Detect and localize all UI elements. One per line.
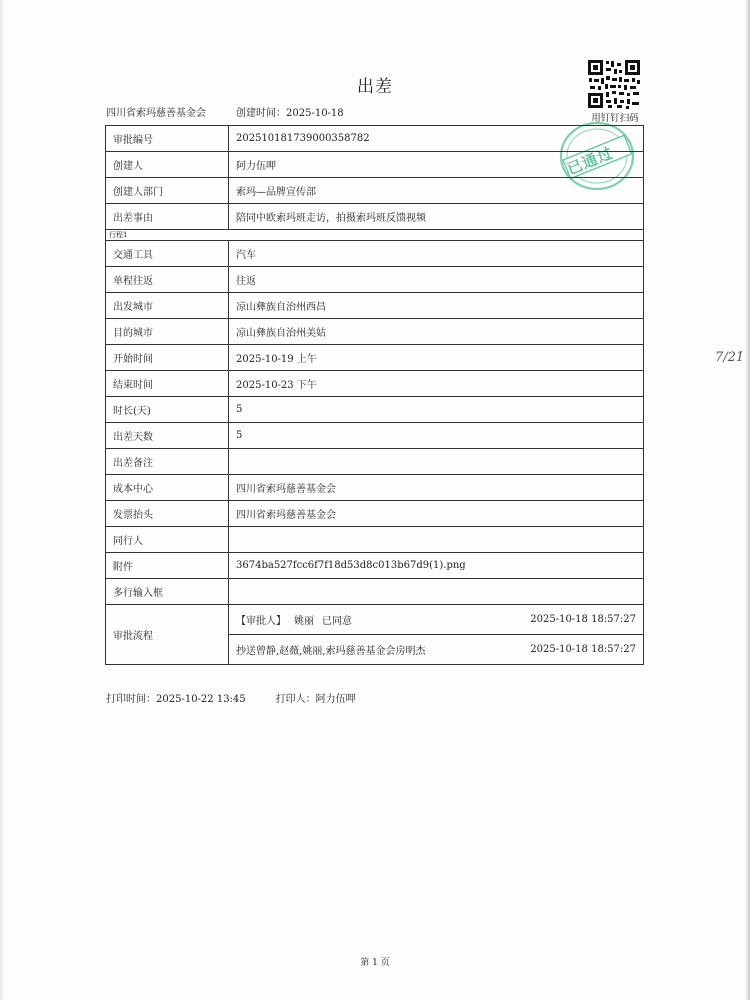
table-row [106,475,644,501]
approval-flow-cell [229,605,644,665]
printer-value: 阿力伍呷 [315,694,356,705]
table-row [106,371,644,397]
created-time [236,108,344,119]
row-label: 审批流程 [106,605,229,665]
table-row [106,241,644,267]
page-number: 第 1 页 [360,958,390,968]
row-label: 同行人 [106,527,229,553]
row-value: 5 [229,397,644,423]
table-row [106,152,644,178]
qr-label: 用钉钉扫码 [591,113,639,124]
print-time-label: 打印时间： [106,694,156,705]
row-label: 出差备注 [106,449,229,475]
row-value: 阿力伍呷 [229,152,644,178]
row-label: 审批编号 [106,126,229,152]
row-value: 四川省索玛慈善基金会 [229,475,644,501]
cc-entry [229,634,643,664]
row-value: 凉山彝族自治州美姑 [229,319,644,345]
table-row [106,501,644,527]
row-label: 结束时间 [106,371,229,397]
table-row [106,553,644,579]
row-value: 202510181739000358782 [229,126,644,152]
approver-info [236,612,360,627]
table-row [106,319,644,345]
section-label: 行程1 [106,230,644,241]
table-row [106,423,644,449]
approver-entry [229,605,643,634]
approval-flow-row [106,605,644,665]
created-label: 创建时间： [236,108,286,119]
row-value: 索玛—品牌宣传部 [229,178,644,204]
printer [276,694,356,705]
print-time-value: 2025-10-22 13:45 [156,694,246,705]
scan-edge-right [744,0,750,1000]
row-label: 开始时间 [106,345,229,371]
scan-edge-left [0,0,3,1000]
row-value: 2025-10-23 下午 [229,371,644,397]
table-row [106,126,644,152]
row-value [229,449,644,475]
table-row [106,527,644,553]
row-value: 5 [229,423,644,449]
row-label: 出发城市 [106,293,229,319]
row-label: 交通工具 [106,241,229,267]
created-date: 2025-10-18 [286,108,344,119]
row-label: 出差天数 [106,423,229,449]
row-value: 陪同中欧索玛班走访，拍摄索玛班反馈视频 [229,204,644,230]
cc-text: 抄送曾静,赵薇,姚丽,索玛慈善基金会房明杰 [236,646,426,657]
print-time [106,694,246,705]
table-row [106,449,644,475]
row-label: 目的城市 [106,319,229,345]
table-row [106,579,644,605]
table-row [106,345,644,371]
row-value: 2025-10-19 上午 [229,345,644,371]
cc-time: 2025-10-18 18:57:27 [530,644,636,655]
table-row [106,204,644,230]
header-line [106,104,374,119]
attachment-link[interactable]: 3674ba527fcc6f7f18d53d8c013b67d9(1).png [229,553,644,579]
approver-time: 2025-10-18 18:57:27 [530,614,636,625]
row-value [229,527,644,553]
qr-code-icon [586,58,642,110]
row-label: 时长(天) [106,397,229,423]
row-label: 创建人部门 [106,178,229,204]
row-label: 单程往返 [106,267,229,293]
row-label: 多行输入框 [106,579,229,605]
section-row [106,230,644,241]
approver-status: 已同意 [322,616,352,627]
approver-name: 姚丽 [294,616,314,627]
stamp-text: 已通过 [564,143,616,179]
print-footer [106,690,386,705]
printer-label: 打印人： [275,694,316,705]
approval-form-table [105,125,644,665]
page-title: 出差 [357,77,393,97]
table-row [106,293,644,319]
row-label: 创建人 [106,152,229,178]
row-label: 出差事由 [106,204,229,230]
table-row [106,267,644,293]
row-value: 凉山彝族自治州西昌 [229,293,644,319]
table-row [106,178,644,204]
row-label: 成本中心 [106,475,229,501]
handwritten-note: 7/21 [715,350,745,365]
row-value: 汽车 [229,241,644,267]
row-value: 四川省索玛慈善基金会 [229,501,644,527]
row-label: 附件 [106,553,229,579]
row-label: 发票抬头 [106,501,229,527]
row-value [229,579,644,605]
table-row [106,397,644,423]
organization-name: 四川省索玛慈善基金会 [106,108,206,119]
approver-tag: 【审批人】 [236,616,286,627]
row-value: 往返 [229,267,644,293]
